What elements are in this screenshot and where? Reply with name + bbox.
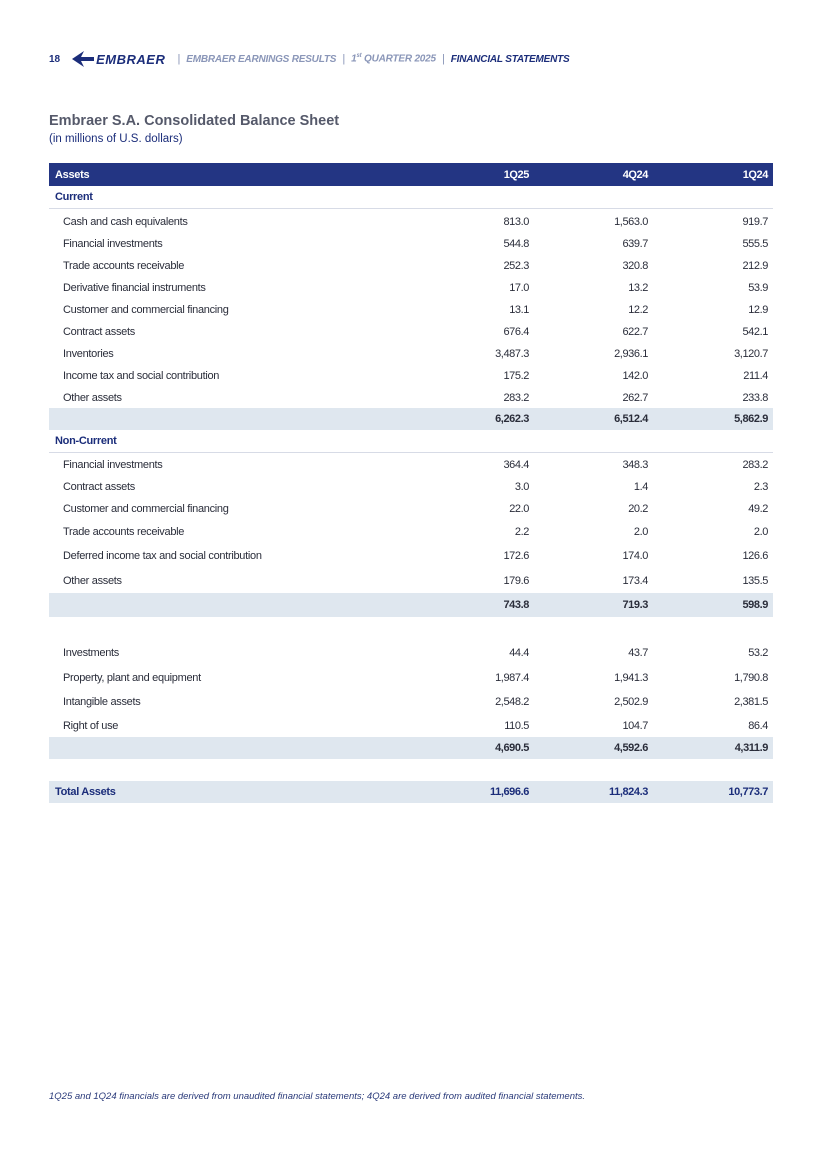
value-1q25: 1,987.4 [495,672,529,684]
value-1q25: 283.2 [503,392,529,404]
value-1q25: 22.0 [509,503,529,515]
value-1q25: 676.4 [503,326,529,338]
value-1q25: 17.0 [509,282,529,294]
quarter-suffix: QUARTER 2025 [361,53,436,65]
total-assets-label: Total Assets [55,786,116,798]
value-4q24: 348.3 [622,459,648,471]
value-4q24: 622.7 [622,326,648,338]
value-4q24: 1.4 [633,481,648,493]
row-label: Derivative financial instruments [63,282,206,294]
embraer-logo [72,51,165,67]
section-noncurrent [49,430,773,453]
header-separator: | [441,53,445,65]
value-1q25: 172.6 [503,550,529,562]
table-row [49,690,773,714]
row-label: Customer and commercial financing [63,503,229,515]
value-1q24: 53.2 [748,647,768,659]
value-4q24: 2,936.1 [614,348,648,360]
value-1q25: 3.0 [514,481,529,493]
subtotal-1q25: 743.8 [503,599,529,611]
value-4q24: 12.2 [628,304,648,316]
value-4q24: 20.2 [628,503,648,515]
table-row [49,497,773,521]
subtotal-1q24: 5,862.9 [734,413,768,425]
value-1q25: 544.8 [503,238,529,250]
header-financial-statements: FINANCIAL STATEMENTS [450,53,570,65]
value-4q24: 43.7 [628,647,648,659]
value-4q24: 1,941.3 [614,672,648,684]
value-4q24: 2,502.9 [614,696,648,708]
value-1q25: 2.2 [514,526,529,538]
value-4q24: 13.2 [628,282,648,294]
value-1q25: 179.6 [503,575,529,587]
row-label: Inventories [63,348,114,360]
value-1q25: 2,548.2 [495,696,529,708]
table-row [49,544,773,568]
logo-text: EMBRAER [96,51,166,67]
table-row [49,299,773,321]
table-row [49,453,773,477]
row-label: Cash and cash equivalents [63,216,188,228]
footnote: 1Q25 and 1Q24 financials are derived from unaudited financial statements; 4Q24 are derived from audited financial statements. [49,1091,586,1102]
row-label: Income tax and social contribution [63,370,220,382]
quarter-prefix: 1 [351,53,357,65]
table-row [49,520,773,544]
value-1q24: 555.5 [742,238,768,250]
value-4q24: 639.7 [622,238,648,250]
table-row [49,666,773,690]
page-number: 18 [49,53,61,65]
value-1q24: 3,120.7 [734,348,768,360]
subtotal-4q24: 4,592.6 [614,742,648,754]
row-label: Contract assets [63,481,135,493]
value-1q24: 2.3 [753,481,768,493]
header-quarter [351,53,436,64]
table-row [49,714,773,738]
table-row [49,211,773,233]
value-1q24: 2,381.5 [734,696,768,708]
section-label: Non-Current [55,435,117,447]
subtotal-1q25: 4,690.5 [495,742,529,754]
value-1q25: 44.4 [509,647,529,659]
table-row [49,233,773,255]
noncurrent-subtotal-row [49,593,773,617]
value-1q24: 542.1 [742,326,768,338]
value-4q24: 262.7 [622,392,648,404]
col-header-4q24: 4Q24 [622,168,648,181]
value-4q24: 1,563.0 [614,216,648,228]
row-label: Right of use [63,720,119,732]
value-1q24: 135.5 [742,575,768,587]
total-4q24: 11,824.3 [608,786,648,798]
value-4q24: 320.8 [622,260,648,272]
table-row [49,255,773,277]
subtotal-4q24: 6,512.4 [614,413,648,425]
col-header-1q24: 1Q24 [742,168,768,181]
subtotal-4q24: 719.3 [622,599,648,611]
subtotal-1q25: 6,262.3 [495,413,529,425]
value-1q25: 13.1 [509,304,529,316]
row-label: Deferred income tax and social contribution [63,550,262,562]
value-4q24: 173.4 [622,575,648,587]
row-label: Customer and commercial financing [63,304,229,316]
value-4q24: 174.0 [622,550,648,562]
page-subtitle: (in millions of U.S. dollars) [49,133,183,145]
table-row [49,277,773,299]
value-4q24: 2.0 [633,526,648,538]
table-row [49,365,773,387]
value-1q25: 364.4 [503,459,529,471]
total-assets-row [49,781,773,803]
row-label: Financial investments [63,459,163,471]
value-1q25: 110.5 [504,720,529,732]
current-subtotal-row [49,408,773,430]
total-1q25: 11,696.6 [489,786,529,798]
subtotal-1q24: 598.9 [742,599,768,611]
value-1q25: 175.2 [503,370,529,382]
table-row [49,475,773,499]
table-row [49,387,773,409]
table-header [49,163,773,186]
header-earnings-results: EMBRAER EARNINGS RESULTS [186,53,337,65]
value-1q24: 2.0 [753,526,768,538]
value-1q24: 86.4 [748,720,768,732]
value-1q25: 3,487.3 [495,348,529,360]
col-header-assets: Assets [55,168,90,181]
subtotal-1q24: 4,311.9 [734,742,768,754]
row-label: Financial investments [63,238,163,250]
row-label: Other assets [63,575,122,587]
row-label: Other assets [63,392,122,404]
table-row [49,569,773,593]
quarter-sup: st [356,53,362,60]
row-label: Intangible assets [63,696,141,708]
fixed-subtotal-row [49,737,773,759]
value-1q24: 212.9 [742,260,768,272]
value-1q24: 233.8 [742,392,768,404]
row-label: Trade accounts receivable [63,260,185,272]
value-4q24: 142.0 [622,370,648,382]
row-label: Investments [63,647,120,659]
section-label: Current [55,191,93,203]
value-1q25: 813.0 [503,216,529,228]
row-label: Trade accounts receivable [63,526,185,538]
value-1q24: 12.9 [748,304,768,316]
value-1q24: 919.7 [742,216,768,228]
row-label: Contract assets [63,326,135,338]
header-separator: | [177,53,181,65]
page-header [49,49,570,69]
page-title: Embraer S.A. Consolidated Balance Sheet [49,113,340,129]
row-label: Property, plant and equipment [63,672,201,684]
col-header-1q25: 1Q25 [503,168,529,181]
value-1q24: 53.9 [748,282,768,294]
value-1q24: 126.6 [742,550,768,562]
embraer-arrow-icon [72,51,94,67]
section-current [49,186,773,209]
total-1q24: 10,773.7 [728,786,768,798]
value-1q24: 283.2 [742,459,768,471]
header-separator: | [342,53,346,65]
value-1q24: 211.4 [743,370,768,382]
value-1q25: 252.3 [503,260,529,272]
value-4q24: 104.7 [622,720,648,732]
table-row [49,343,773,365]
value-1q24: 49.2 [748,503,768,515]
table-row [49,321,773,343]
table-row [49,641,773,665]
value-1q24: 1,790.8 [734,672,768,684]
